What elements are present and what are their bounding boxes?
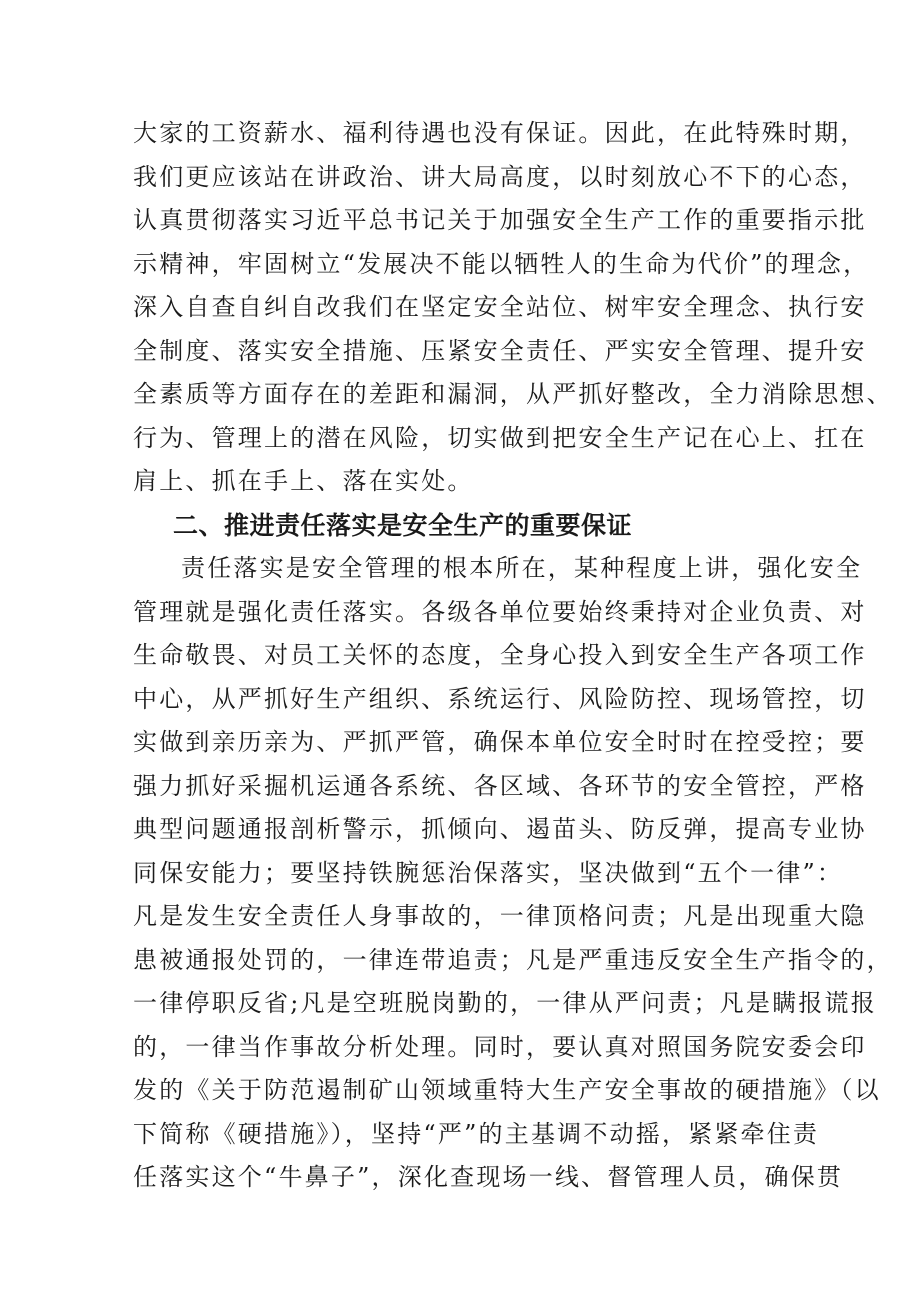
body-line: 责任落实是安全管理的根本所在，某种程度上讲，强化安全 xyxy=(181,554,863,582)
body-line: 行为、管理上的潜在风险，切实做到把安全生产记在心上、扛在 xyxy=(133,423,867,452)
body-line: 全素质等方面存在的差距和漏洞，从严抓好整改，全力消除思想、 xyxy=(133,380,893,408)
document-body xyxy=(133,112,893,1200)
body-line: 肩上、抓在手上、落在实处。 xyxy=(133,467,474,495)
body-line: 管理就是强化责任落实。各级各单位要始终秉持对企业负责、对 xyxy=(133,597,867,626)
body-line: 任落实这个“牛鼻子”，深化查现场一线、督管理人员，确保贯 xyxy=(133,1163,844,1191)
body-line: 深入自查自纠自改我们在坚定安全站位、树牢安全理念、执行安 xyxy=(133,293,867,321)
body-line: 我们更应该站在讲政治、讲大局高度，以时刻放心不下的心态， xyxy=(133,162,867,191)
body-line: 一律停职反省;凡是空班脱岗勤的，一律从严问责；凡是瞒报谎报 xyxy=(133,989,877,1017)
body-line: 凡是发生安全责任人身事故的，一律顶格问责；凡是出现重大隐 xyxy=(133,902,867,930)
body-line: 认真贯彻落实习近平总书记关于加强安全生产工作的重要指示批 xyxy=(133,206,867,234)
body-line: 典型问题通报剖析警示，抓倾向、遏苗头、防反弹，提高专业协 xyxy=(133,815,867,843)
body-line: 的，一律当作事故分析处理。同时，要认真对照国务院安委会印 xyxy=(133,1032,867,1061)
body-line: 全制度、落实安全措施、压紧安全责任、严实安全管理、提升安 xyxy=(133,336,867,365)
body-line: 强力抓好采掘机运通各系统、各区域、各环节的安全管控，严格 xyxy=(133,771,867,800)
body-line: 患被通报处罚的，一律连带追责；凡是严重违反安全生产指令的， xyxy=(133,945,893,974)
body-line: 实做到亲历亲为、严抓严管，确保本单位安全时时在控受控；要 xyxy=(133,728,867,756)
body-line: 中心，从严抓好生产组织、系统运行、风险防控、现场管控，切 xyxy=(133,684,867,713)
section-heading: 二、推进责任落实是安全生产的重要保证 xyxy=(173,510,633,540)
body-line: 下简称《硬措施》），坚持“严”的主基调不动摇，紧紧牵住责 xyxy=(133,1119,820,1148)
body-line: 示精神，牢固树立“发展决不能以牺牲人的生命为代价”的理念， xyxy=(133,249,870,278)
body-line: 大家的工资薪水、福利待遇也没有保证。因此，在此特殊时期， xyxy=(133,119,867,147)
body-line: 生命敬畏、对员工关怀的态度，全身心投入到安全生产各项工作 xyxy=(133,641,867,669)
body-line: 同保安能力；要坚持铁腕惩治保落实，坚决做到“五个一律”： xyxy=(133,858,844,887)
body-line: 发的《关于防范遏制矿山领域重特大生产安全事故的硬措施》（以 xyxy=(133,1076,881,1104)
